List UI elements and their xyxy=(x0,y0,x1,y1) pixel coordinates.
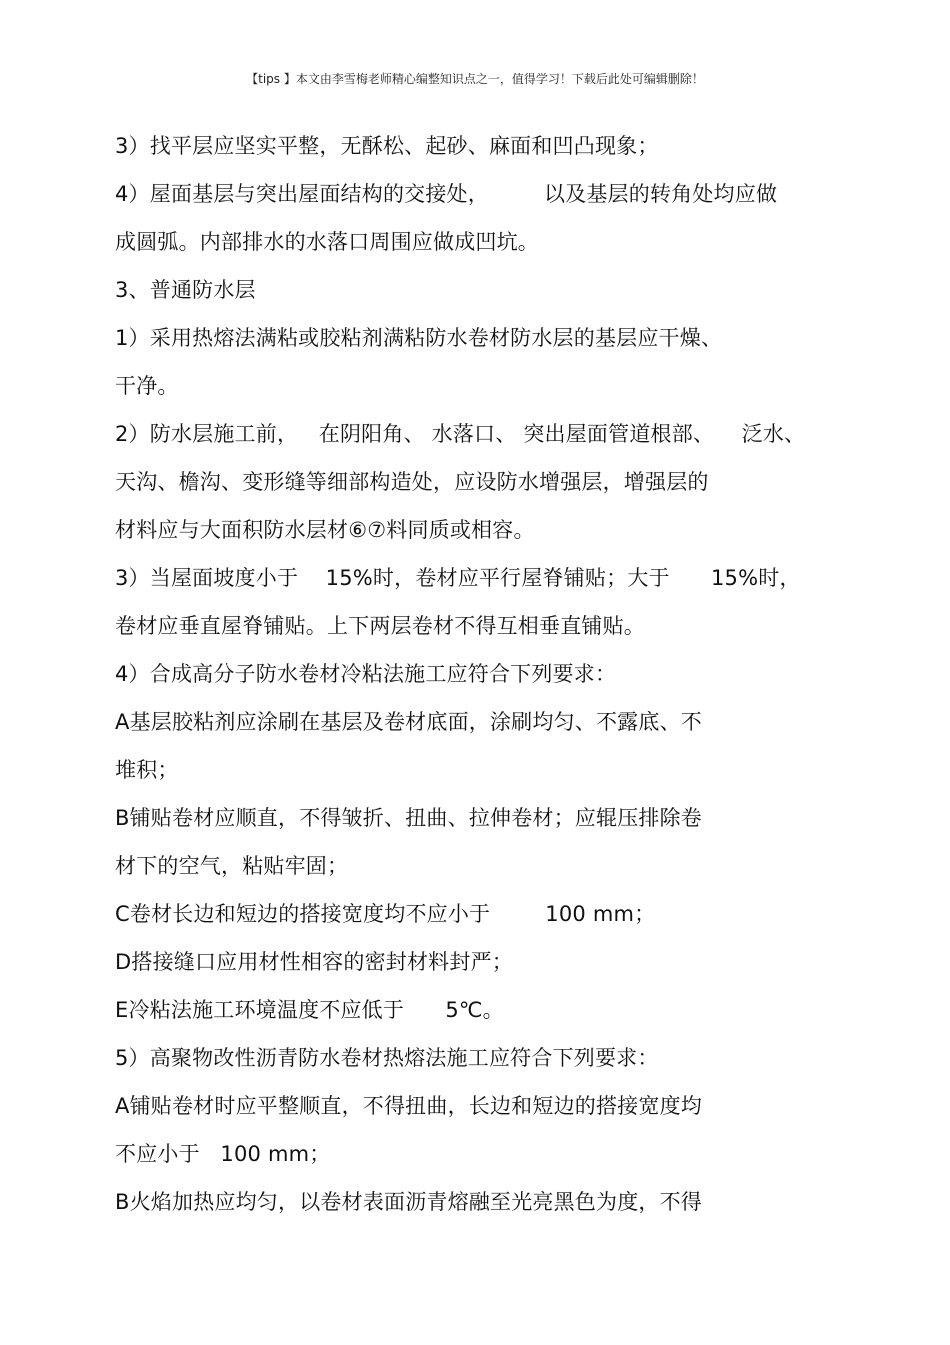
body-line: 1）采用热熔法满粘或胶粘剂满粘防水卷材防水层的基层应干燥、 xyxy=(115,326,723,350)
body-line: B火焰加热应均匀，以卷材表面沥青熔融至光亮黑色为度，不得 xyxy=(115,1190,703,1214)
body-line: A基层胶粘剂应涂刷在基层及卷材底面，涂刷均匀、不露底、不 xyxy=(115,710,702,734)
body-line: 堆积； xyxy=(115,758,179,782)
body-line: A铺贴卷材时应平整顺直，不得扭曲，长边和短边的搭接宽度均 xyxy=(115,1094,702,1118)
header-tip: 【tips 】本文由李雪梅老师精心编整知识点之一，值得学习！下载后此处可编辑删除！ xyxy=(246,72,704,86)
body-line: 材料应与大面积防水层材⑥⑦料同质或相容。 xyxy=(115,518,535,542)
body-line: 不应小于 100 mm； xyxy=(115,1142,331,1166)
body-line: B铺贴卷材应顺直，不得皱折、扭曲、拉伸卷材；应辊压排除卷 xyxy=(115,806,703,830)
body-line: 3）当屋面坡度小于 15%时，卷材应平行屋脊铺贴；大于 15%时， xyxy=(115,566,801,590)
body-line: 4）合成高分子防水卷材冷粘法施工应符合下列要求： xyxy=(115,662,617,686)
body-line: 成圆弧。内部排水的水落口周围应做成凹坑。 xyxy=(115,230,539,254)
body-line: 卷材应垂直屋脊铺贴。上下两层卷材不得互相垂直铺贴。 xyxy=(115,614,645,638)
body-line: E冷粘法施工环境温度不应低于 5℃。 xyxy=(115,998,504,1022)
body-line: 材下的空气，粘贴牢固； xyxy=(115,854,349,878)
body-line: 5）高聚物改性沥青防水卷材热熔法施工应符合下列要求： xyxy=(115,1046,659,1070)
body-line: C卷材长边和短边的搭接宽度均不应小于 100 mm； xyxy=(115,902,656,926)
body-line: 2）防水层施工前， 在阴阳角、 水落口、 突出屋面管道根部、 泛水、 xyxy=(115,422,806,446)
body-line: 干净。 xyxy=(115,374,179,398)
body-line: D搭接缝口应用材性相容的密封材料封严； xyxy=(115,950,513,974)
body-line: 天沟、檐沟、变形缝等细部构造处，应设防水增强层，增强层的 xyxy=(115,470,709,494)
body-line: 3）找平层应坚实平整，无酥松、起砂、麻面和凹凸现象； xyxy=(115,134,659,158)
section-heading: 3、普通防水层 xyxy=(115,278,256,302)
body-line: 4）屋面基层与突出屋面结构的交接处， 以及基层的转角处均应做 xyxy=(115,182,778,206)
